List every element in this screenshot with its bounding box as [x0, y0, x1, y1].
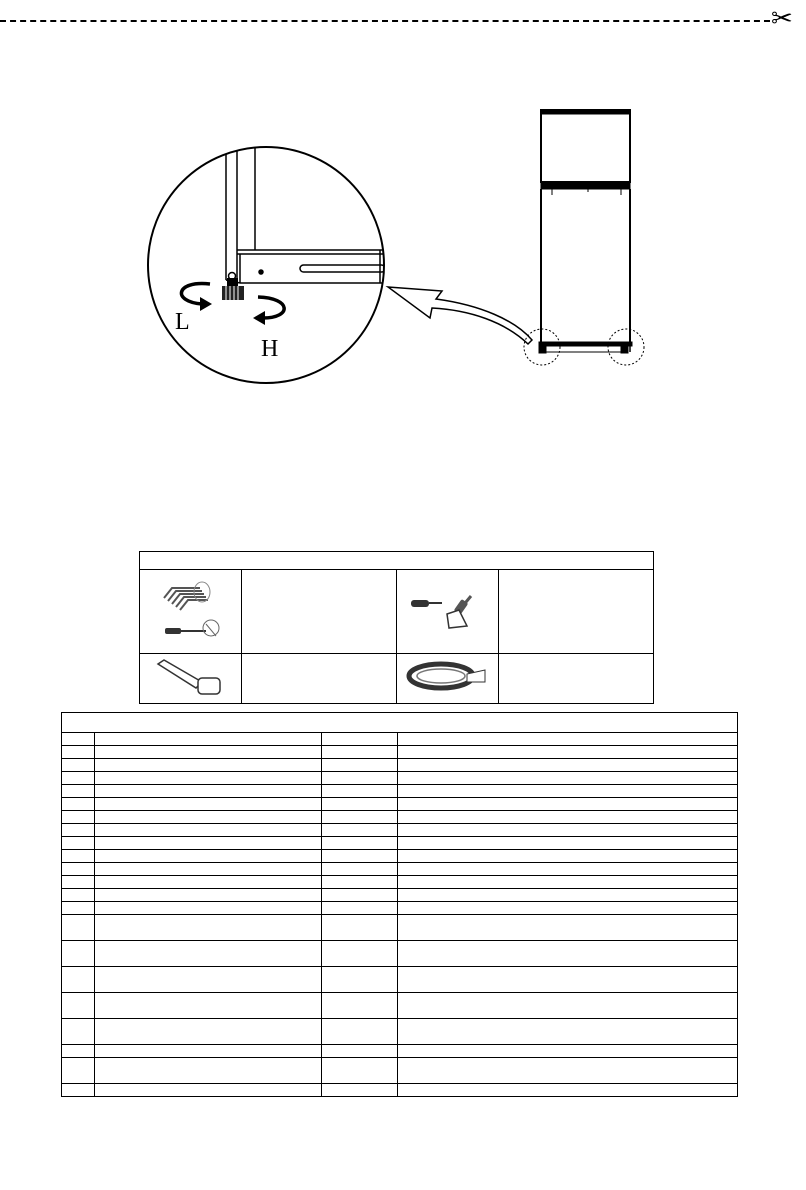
parts-table-title	[62, 713, 738, 733]
table-cell	[397, 1045, 738, 1058]
low-label: L	[175, 309, 190, 335]
tool-icon-cell	[396, 654, 498, 704]
table-cell	[397, 993, 738, 1019]
table-cell	[94, 863, 321, 876]
table-cell	[322, 876, 397, 889]
table-cell	[94, 733, 321, 746]
tool-icon-cell	[140, 570, 242, 654]
table-cell	[62, 837, 95, 850]
table-cell	[62, 902, 95, 915]
table-cell	[94, 1084, 321, 1097]
table-cell	[94, 798, 321, 811]
table-cell	[397, 811, 738, 824]
table-cell	[322, 785, 397, 798]
table-row	[62, 1058, 738, 1084]
table-cell	[62, 772, 95, 785]
table-cell	[62, 915, 95, 941]
table-cell	[397, 915, 738, 941]
table-cell	[94, 746, 321, 759]
tools-table	[139, 551, 654, 704]
table-cell	[322, 889, 397, 902]
table-cell	[322, 993, 397, 1019]
table-row	[62, 876, 738, 889]
table-row	[62, 850, 738, 863]
hammer-icon	[140, 654, 241, 698]
table-cell	[94, 824, 321, 837]
table-cell	[62, 824, 95, 837]
table-row	[62, 941, 738, 967]
table-cell	[322, 1058, 397, 1084]
table-row	[62, 967, 738, 993]
table-cell	[397, 941, 738, 967]
table-cell	[62, 811, 95, 824]
table-cell	[397, 746, 738, 759]
table-cell	[94, 772, 321, 785]
table-cell	[397, 759, 738, 772]
table-cell	[322, 759, 397, 772]
table-cell	[94, 967, 321, 993]
table-cell	[94, 1019, 321, 1045]
table-cell	[94, 837, 321, 850]
table-cell	[62, 1084, 95, 1097]
table-cell	[397, 772, 738, 785]
table-cell	[322, 863, 397, 876]
table-cell	[322, 772, 397, 785]
tool-desc-cell	[242, 570, 397, 654]
table-cell	[322, 902, 397, 915]
table-row	[62, 837, 738, 850]
table-cell	[322, 837, 397, 850]
table-row	[62, 759, 738, 772]
table-row	[62, 772, 738, 785]
table-cell	[62, 759, 95, 772]
table-row	[62, 746, 738, 759]
table-row	[62, 915, 738, 941]
table-cell	[397, 850, 738, 863]
table-row	[62, 1045, 738, 1058]
table-cell	[62, 1019, 95, 1045]
refrigerator-outline	[524, 110, 644, 365]
table-row	[62, 785, 738, 798]
table-cell	[322, 967, 397, 993]
table-cell	[397, 889, 738, 902]
table-cell	[322, 915, 397, 941]
table-row	[62, 993, 738, 1019]
table-cell	[322, 1084, 397, 1097]
table-cell	[322, 850, 397, 863]
tool-desc-cell	[498, 570, 654, 654]
table-cell	[94, 759, 321, 772]
table-cell	[397, 902, 738, 915]
table-row	[62, 863, 738, 876]
table-cell	[397, 967, 738, 993]
leveling-diagram	[0, 0, 806, 540]
scissors-icon: ✂	[771, 4, 793, 34]
table-cell	[94, 915, 321, 941]
table-cell	[62, 785, 95, 798]
table-cell	[62, 733, 95, 746]
table-row	[62, 798, 738, 811]
table-row	[62, 811, 738, 824]
table-cell	[62, 1045, 95, 1058]
table-cell	[94, 889, 321, 902]
table-cell	[397, 824, 738, 837]
table-cell	[62, 889, 95, 902]
table-cell	[62, 850, 95, 863]
hex-keys-and-screwdriver-icon	[140, 570, 241, 648]
table-cell	[322, 733, 397, 746]
table-cell	[322, 811, 397, 824]
table-cell	[397, 1058, 738, 1084]
table-cell	[62, 941, 95, 967]
table-cell	[94, 850, 321, 863]
table-cell	[397, 1084, 738, 1097]
tool-icon-cell	[396, 570, 498, 654]
screwdriver-and-putty-knife-icon	[397, 570, 498, 648]
table-cell	[397, 785, 738, 798]
tape-roll-icon	[397, 654, 498, 698]
table-cell	[322, 1019, 397, 1045]
parts-table	[61, 712, 738, 1097]
table-cell	[322, 1045, 397, 1058]
table-cell	[397, 837, 738, 850]
table-cell	[94, 811, 321, 824]
table-cell	[94, 1045, 321, 1058]
table-cell	[397, 863, 738, 876]
table-cell	[94, 1058, 321, 1084]
table-cell	[94, 876, 321, 889]
table-row	[62, 824, 738, 837]
table-cell	[322, 746, 397, 759]
tool-desc-cell	[498, 654, 654, 704]
table-cell	[397, 1019, 738, 1045]
table-cell	[62, 1058, 95, 1084]
table-cell	[62, 798, 95, 811]
table-cell	[322, 941, 397, 967]
table-cell	[94, 993, 321, 1019]
table-cell	[94, 902, 321, 915]
table-cell	[322, 824, 397, 837]
table-cell	[62, 746, 95, 759]
pointer-arrow-icon	[388, 287, 532, 344]
tool-icon-cell	[140, 654, 242, 704]
table-cell	[322, 798, 397, 811]
tools-table-title	[140, 552, 654, 570]
table-row	[62, 1019, 738, 1045]
table-row	[62, 733, 738, 746]
table-cell	[62, 967, 95, 993]
table-cell	[397, 876, 738, 889]
table-cell	[397, 733, 738, 746]
high-label: H	[261, 336, 279, 362]
table-cell	[94, 785, 321, 798]
table-row	[62, 889, 738, 902]
table-cell	[62, 876, 95, 889]
table-row	[62, 1084, 738, 1097]
table-row	[62, 902, 738, 915]
table-cell	[94, 941, 321, 967]
tool-desc-cell	[242, 654, 397, 704]
table-cell	[62, 993, 95, 1019]
table-cell	[397, 798, 738, 811]
table-cell	[62, 863, 95, 876]
